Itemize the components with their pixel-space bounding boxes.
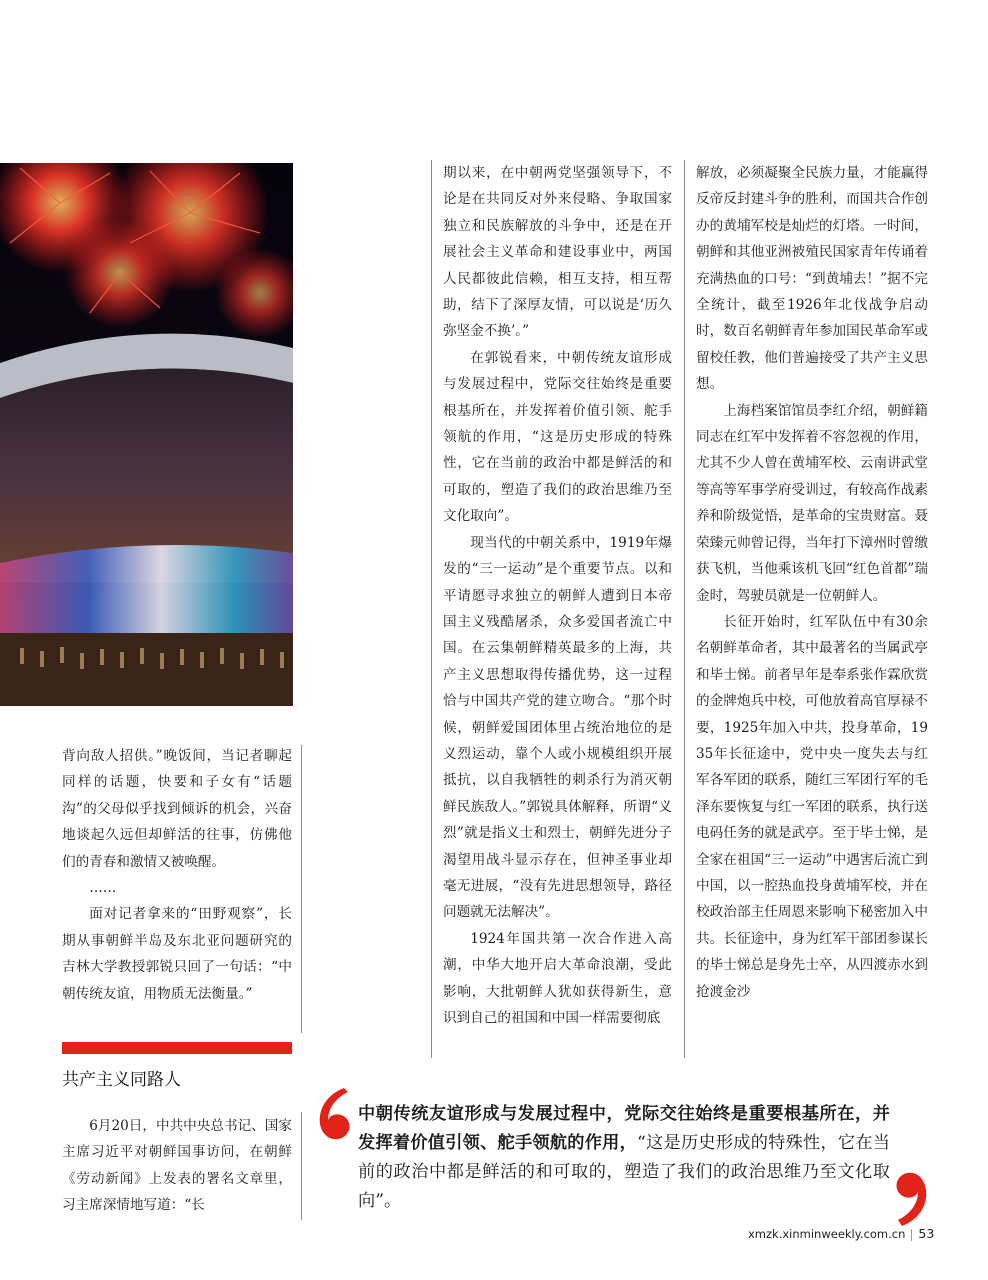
page-footer <box>748 1226 934 1241</box>
open-quote-icon <box>314 1086 358 1142</box>
paragraph: 背向敌人招供。”晚饭间，当记者聊起同样的话题，快要和子女有“话题沟”的父母似乎找到倾诉的机会，兴奋地谈起久远但却鲜活的往事，仿佛他们的青春和激情又被唤醒。 <box>62 748 292 870</box>
column-divider <box>301 745 302 1033</box>
article-left-column <box>62 743 292 1007</box>
close-quote-icon <box>888 1162 932 1228</box>
paragraph: 期以来，在中朝两党坚强领导下，不论是在共同反对外来侵略、争取国家独立和民族解放的斗争中，还是在开展社会主义革命和建设事业中，两国人民都彼此信赖，相互支持，相互帮助，结下了深厚友情，可以说是‘历久弥坚金不换’。” <box>443 165 672 340</box>
paragraph: 在郭锐看来，中朝传统友谊形成与发展过程中，党际交往始终是重要根基所在，并发挥着价值引领、舵手领航的作用，“这是历史形成的特殊性，它在当前的政治中都是鲜活的和可取的，塑造了我们的政治思维乃至文化取向”。 <box>443 349 672 525</box>
paragraph: 1924年国共第一次合作进入高潮，中华大地开启大革命浪潮，受此影响，大批朝鲜人犹如获得新生，意识到自己的祖国和中国一样需要彻底 <box>443 930 672 1026</box>
ellipsis: …… <box>89 880 117 897</box>
pull-quote <box>358 1100 890 1216</box>
footer-url: xmzk.xinminweekly.com.cn <box>748 1227 906 1241</box>
section-title: 共产主义同路人 <box>62 1070 181 1090</box>
paragraph: 现当代的中朝关系中，1919年爆发的“三一运动”是个重要节点。以和平请愿寻求独立的朝鲜人遭到日本帝国主义残酷屠杀，众多爱国者流亡中国。在云集朝鲜精英最多的上海，共产主义思想取得传播优势，这一过程恰与中国共产党的建立吻合。“那个时候，朝鲜爱国团体里占统治地位的是义烈运动，靠个人或小规模组织开展抵抗，以自我牺牲的刺杀行为消灭朝鲜民族敌人。”郭锐具体解释，所谓“义烈”就是指义士和烈士，朝鲜先进分子渴望用战斗显示存在，但神圣事业却毫无进展，“没有先进思想领导，路径问题就无法解决”。 <box>443 534 672 921</box>
pull-quote-bold: 中朝传统友谊形成与发展过程中，党际交往始终是重要根基所在，并发挥着价值引领、舵手领航的作用， <box>358 1104 890 1153</box>
article-middle-column <box>443 160 672 1031</box>
pull-quote-regular: “这是历史形成的特殊性，它在当前的政治中都是鲜活的和可取的，塑造了我们的政治思维乃至文化取向”。 <box>358 1133 890 1211</box>
paragraph: 面对记者拿来的“田野观察”，长期从事朝鲜半岛及东北亚问题研究的吉林大学教授郭锐只回了一句话：“中朝传统友谊，用物质无法衡量。” <box>62 906 292 1002</box>
footer-separator <box>911 1229 912 1241</box>
paragraph: 上海档案馆馆员李红介绍，朝鲜籍同志在红军中发挥着不容忽视的作用，尤其不少人曾在黄埔军校、云南讲武堂等高等军事学府受训过，有较高作战素养和阶级觉悟，是革命的宝贵财富。聂荣臻元帅曾记得，当年打下漳州时曾缴获飞机，当他乘该机飞回“红色首都”瑞金时，驾驶员就是一位朝鲜人。 <box>696 402 928 604</box>
paragraph: 解放，必须凝聚全民族力量，才能赢得反帝反封建斗争的胜利，而国共合作创办的黄埔军校是灿烂的灯塔。一时间，朝鲜和其他亚洲被殖民国家青年传诵着充满热血的口号：“到黄埔去！”据不完全统计，截至1926年北伐战争启动时，数百名朝鲜青年参加国民革命军或留校任教，他们普遍接受了共产主义思想。 <box>696 165 928 393</box>
column-divider <box>431 160 432 1058</box>
page-number: 53 <box>918 1226 935 1241</box>
article-left-column-2 <box>62 1113 292 1219</box>
section-accent-bar <box>62 1042 292 1054</box>
column-divider <box>684 160 685 1058</box>
paragraph: 长征开始时，红军队伍中有30余名朝鲜革命者，其中最著名的当属武亭和毕士悌。前者早年是奉系张作霖欣赏的金牌炮兵中校，可他放着高官厚禄不要，1925年加入中共，投身革命，1935年长征途中，党中央一度失去与红军各军团的联系，随红三军团行军的毛泽东要恢复与红一军团的联系，执行送电码任务的就是武亭。至于毕士悌，是全家在祖国“三一运动”中遇害后流亡到中国，以一腔热血投身黄埔军校，并在校政治部主任周恩来影响下秘密加入中共。长征途中，身为红军干部团参谋长的毕士悌总是身先士卒，从四渡赤水到抢渡金沙 <box>696 613 928 1000</box>
article-right-column <box>696 160 928 1005</box>
fireworks-stadium-photo <box>0 163 293 706</box>
paragraph: 6月20日，中共中央总书记、国家主席习近平对朝鲜国事访问，在朝鲜《劳动新闻》上发表的署名文章里，习主席深情地写道：“长 <box>62 1118 292 1214</box>
column-divider <box>301 1112 302 1220</box>
